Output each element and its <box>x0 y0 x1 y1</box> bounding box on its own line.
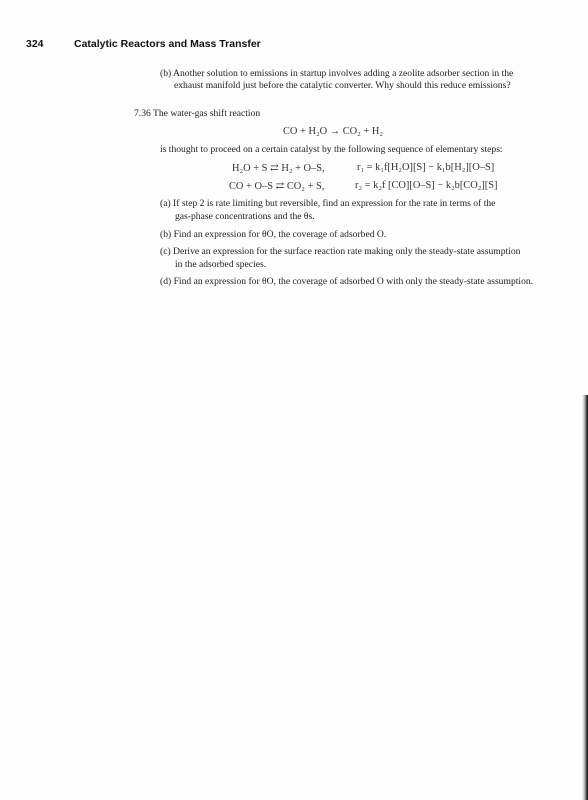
running-header <box>26 38 261 50</box>
problem-intro: 7.36 The water-gas shift reaction <box>134 108 261 119</box>
part-c-line2: in the adsorbed species. <box>175 259 267 270</box>
part-b: (b) Find an expression for θO, the coverage of adsorbed O. <box>160 229 387 240</box>
prev-part-b-line1: (b) Another solution to emissions in startup involves adding a zeolite adsorber section in the <box>160 68 514 79</box>
sequence-text: is thought to proceed on a certain catalyst by the following sequence of elementary steps: <box>160 144 503 155</box>
part-a-line2: gas-phase concentrations and the θs. <box>175 211 315 222</box>
step2-rate: r₂ = k₂f [CO][O–S] − k₂b[CO₂][S] <box>355 180 498 191</box>
main-reaction: CO + H₂O → CO₂ + H₂ <box>283 126 383 137</box>
scan-edge-shadow <box>582 395 588 800</box>
part-a-line1: (a) If step 2 is rate limiting but reversible, find an expression for the rate in terms of the <box>160 198 496 209</box>
prev-part-b-line2: exhaust manifold just before the catalytic converter. Why should this reduce emissions? <box>174 80 511 91</box>
step2-reaction: CO + O–S ⇄ CO₂ + S, <box>229 181 325 192</box>
part-d: (d) Find an expression for θO, the coverage of adsorbed O with only the steady-state assumption. <box>160 276 534 287</box>
step1-rate: r₁ = k₁f[H₂O][S] − k₁b[H₂][O–S] <box>357 162 495 173</box>
step1-reaction: H₂O + S ⇄ H₂ + O–S, <box>232 163 325 174</box>
chapter-title: Catalytic Reactors and Mass Transfer <box>74 38 261 50</box>
page-number: 324 <box>26 38 44 50</box>
part-c-line1: (c) Derive an expression for the surface reaction rate making only the steady-state assumption <box>160 246 521 257</box>
